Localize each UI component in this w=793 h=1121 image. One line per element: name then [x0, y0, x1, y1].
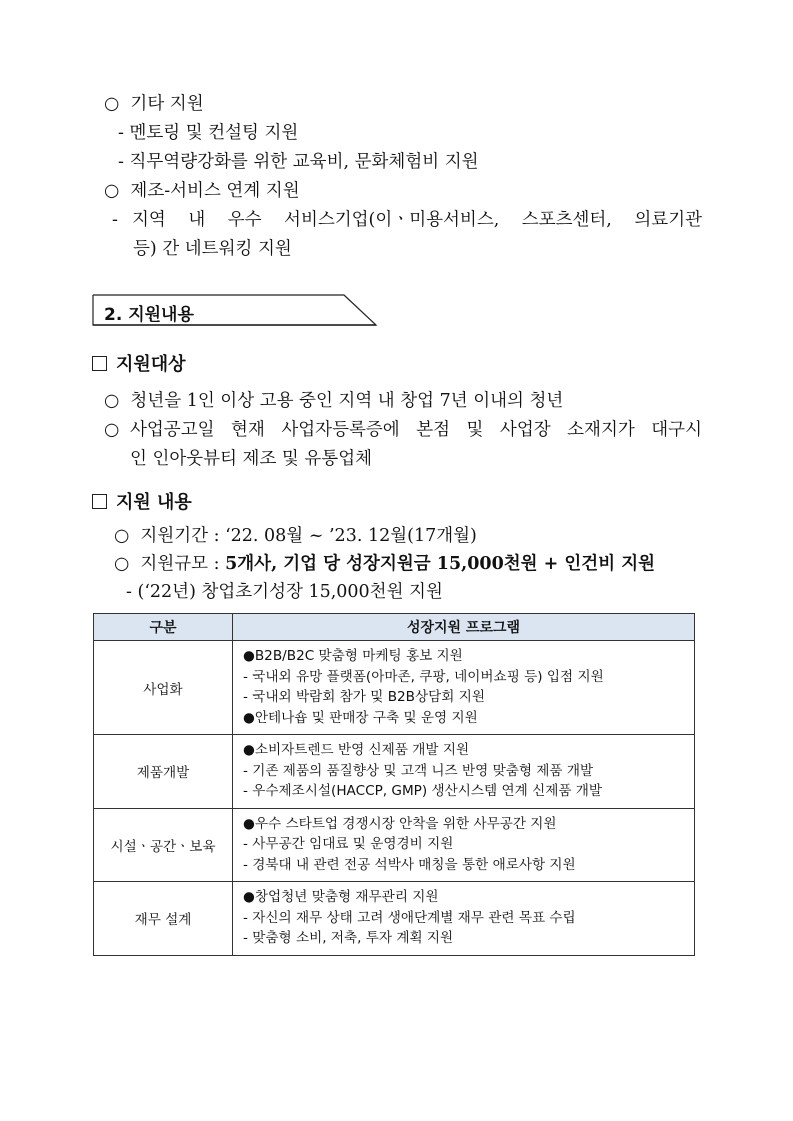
target-item-1 — [104, 393, 563, 411]
dash-bullet-icon: - — [112, 210, 118, 230]
target-item-2-line2: 인 인아웃뷰티 제조 및 유통업체 — [130, 449, 373, 469]
row-category: 재무 설계 — [94, 882, 233, 956]
scale-label: 지원규모 : — [140, 554, 226, 574]
table-row — [94, 641, 695, 735]
row-items — [233, 735, 695, 809]
list-item: - 국내외 박람회 참가 및 B2B상담회 지원 — [243, 689, 485, 705]
circle-bullet-icon: ○ — [104, 420, 120, 440]
row-items — [233, 808, 695, 882]
education-text: 직무역량강화를 위한 교육비, 문화체험비 지원 — [129, 152, 479, 172]
target-heading — [92, 350, 186, 376]
content-period — [114, 528, 477, 546]
row-category: 제품개발 — [94, 735, 233, 809]
section-title: 2. 지원내용 — [104, 305, 194, 325]
content-heading — [92, 488, 192, 514]
section-header — [92, 294, 376, 324]
circle-bullet-icon: ○ — [104, 391, 120, 411]
target-item-2-line1: 사업공고일 현재 사업자등록증에 본점 및 사업장 소재지가 대구시 — [130, 420, 702, 440]
network-text-line2: 등) 간 네트워킹 지원 — [133, 239, 292, 259]
row-category: 시설ㆍ공간ㆍ보육 — [94, 808, 233, 882]
sub-item-education — [118, 154, 479, 172]
dash-bullet-icon: - — [118, 152, 124, 172]
mfg-service-text: 제조-서비스 연계 지원 — [130, 181, 300, 201]
header-program: 성장지원 프로그램 — [233, 614, 695, 641]
list-item: - 사무공간 임대료 및 운영경비 지원 — [243, 836, 454, 852]
note-text: (‘22년) 창업초기성장 15,000천원 지원 — [137, 582, 443, 602]
circle-bullet-icon: ○ — [104, 181, 120, 201]
bullet-other-support — [104, 96, 204, 114]
list-item: ●B2B/B2C 맞춤형 마케팅 홍보 지원 — [243, 648, 463, 664]
network-text-line1: 지역 내 우수 서비스기업(이ㆍ미용서비스, 스포츠센터, 의료기관 — [132, 210, 702, 230]
scale-value: 5개사, 기업 당 성장지원금 15,000천원 + 인건비 지원 — [225, 554, 656, 574]
sub-item-network — [112, 212, 702, 230]
list-item: ●안테나숍 및 판매장 구축 및 운영 지원 — [243, 709, 478, 726]
row-items — [233, 882, 695, 956]
table-row — [94, 808, 695, 882]
list-item: ●우수 스타트업 경쟁시장 안착을 위한 사무공간 지원 — [243, 815, 557, 832]
circle-bullet-icon: ○ — [114, 526, 130, 546]
content-heading-text: 지원 내용 — [116, 492, 192, 513]
circle-bullet-icon: ○ — [114, 554, 130, 574]
checkbox-square-icon — [92, 494, 107, 509]
list-item: - 경북대 내 관련 전공 석박사 매칭을 통한 애로사항 지원 — [243, 856, 576, 873]
row-items — [233, 641, 695, 735]
checkbox-square-icon — [92, 356, 107, 371]
list-item: - 자신의 재무 상태 고려 생애단계별 재무 관련 목표 수립 — [243, 909, 576, 926]
list-item: - 맞춤형 소비, 저축, 투자 계획 지원 — [243, 930, 454, 946]
content-scale — [114, 556, 655, 574]
dash-bullet-icon: - — [118, 123, 124, 143]
mentoring-text: 멘토링 및 컨설팅 지원 — [129, 123, 299, 143]
target-item-1-text: 청년을 1인 이상 고용 중인 지역 내 창업 7년 이내의 청년 — [130, 391, 564, 411]
list-item: ●창업청년 맞춤형 재무관리 지원 — [243, 889, 439, 905]
sub-item-mentoring — [118, 125, 298, 143]
table-header-row — [94, 614, 695, 641]
table-row — [94, 735, 695, 809]
period-label: 지원기간 : — [140, 526, 226, 546]
header-category: 구분 — [94, 614, 233, 641]
period-value: ‘22. 08월 ~ ’23. 12월(17개월) — [225, 526, 477, 546]
bullet-mfg-service — [104, 183, 300, 201]
table-row — [94, 882, 695, 956]
list-item: - 국내외 유망 플랫폼(아마존, 쿠팡, 네이버쇼핑 등) 입점 지원 — [243, 668, 604, 685]
target-item-2 — [104, 422, 702, 440]
list-item: - 기존 제품의 품질향상 및 고객 니즈 반영 맞춤형 제품 개발 — [243, 762, 594, 779]
target-heading-text: 지원대상 — [116, 354, 186, 375]
circle-bullet-icon: ○ — [104, 94, 120, 114]
program-table — [93, 613, 695, 956]
content-note — [126, 584, 443, 602]
list-item: ●소비자트렌드 반영 신제품 개발 지원 — [243, 742, 470, 758]
row-category: 사업화 — [94, 641, 233, 735]
list-item: - 우수제조시설(HACCP, GMP) 생산시스템 연계 신제품 개발 — [243, 783, 603, 799]
other-support-text: 기타 지원 — [130, 94, 204, 114]
dash-bullet-icon: - — [126, 582, 132, 602]
